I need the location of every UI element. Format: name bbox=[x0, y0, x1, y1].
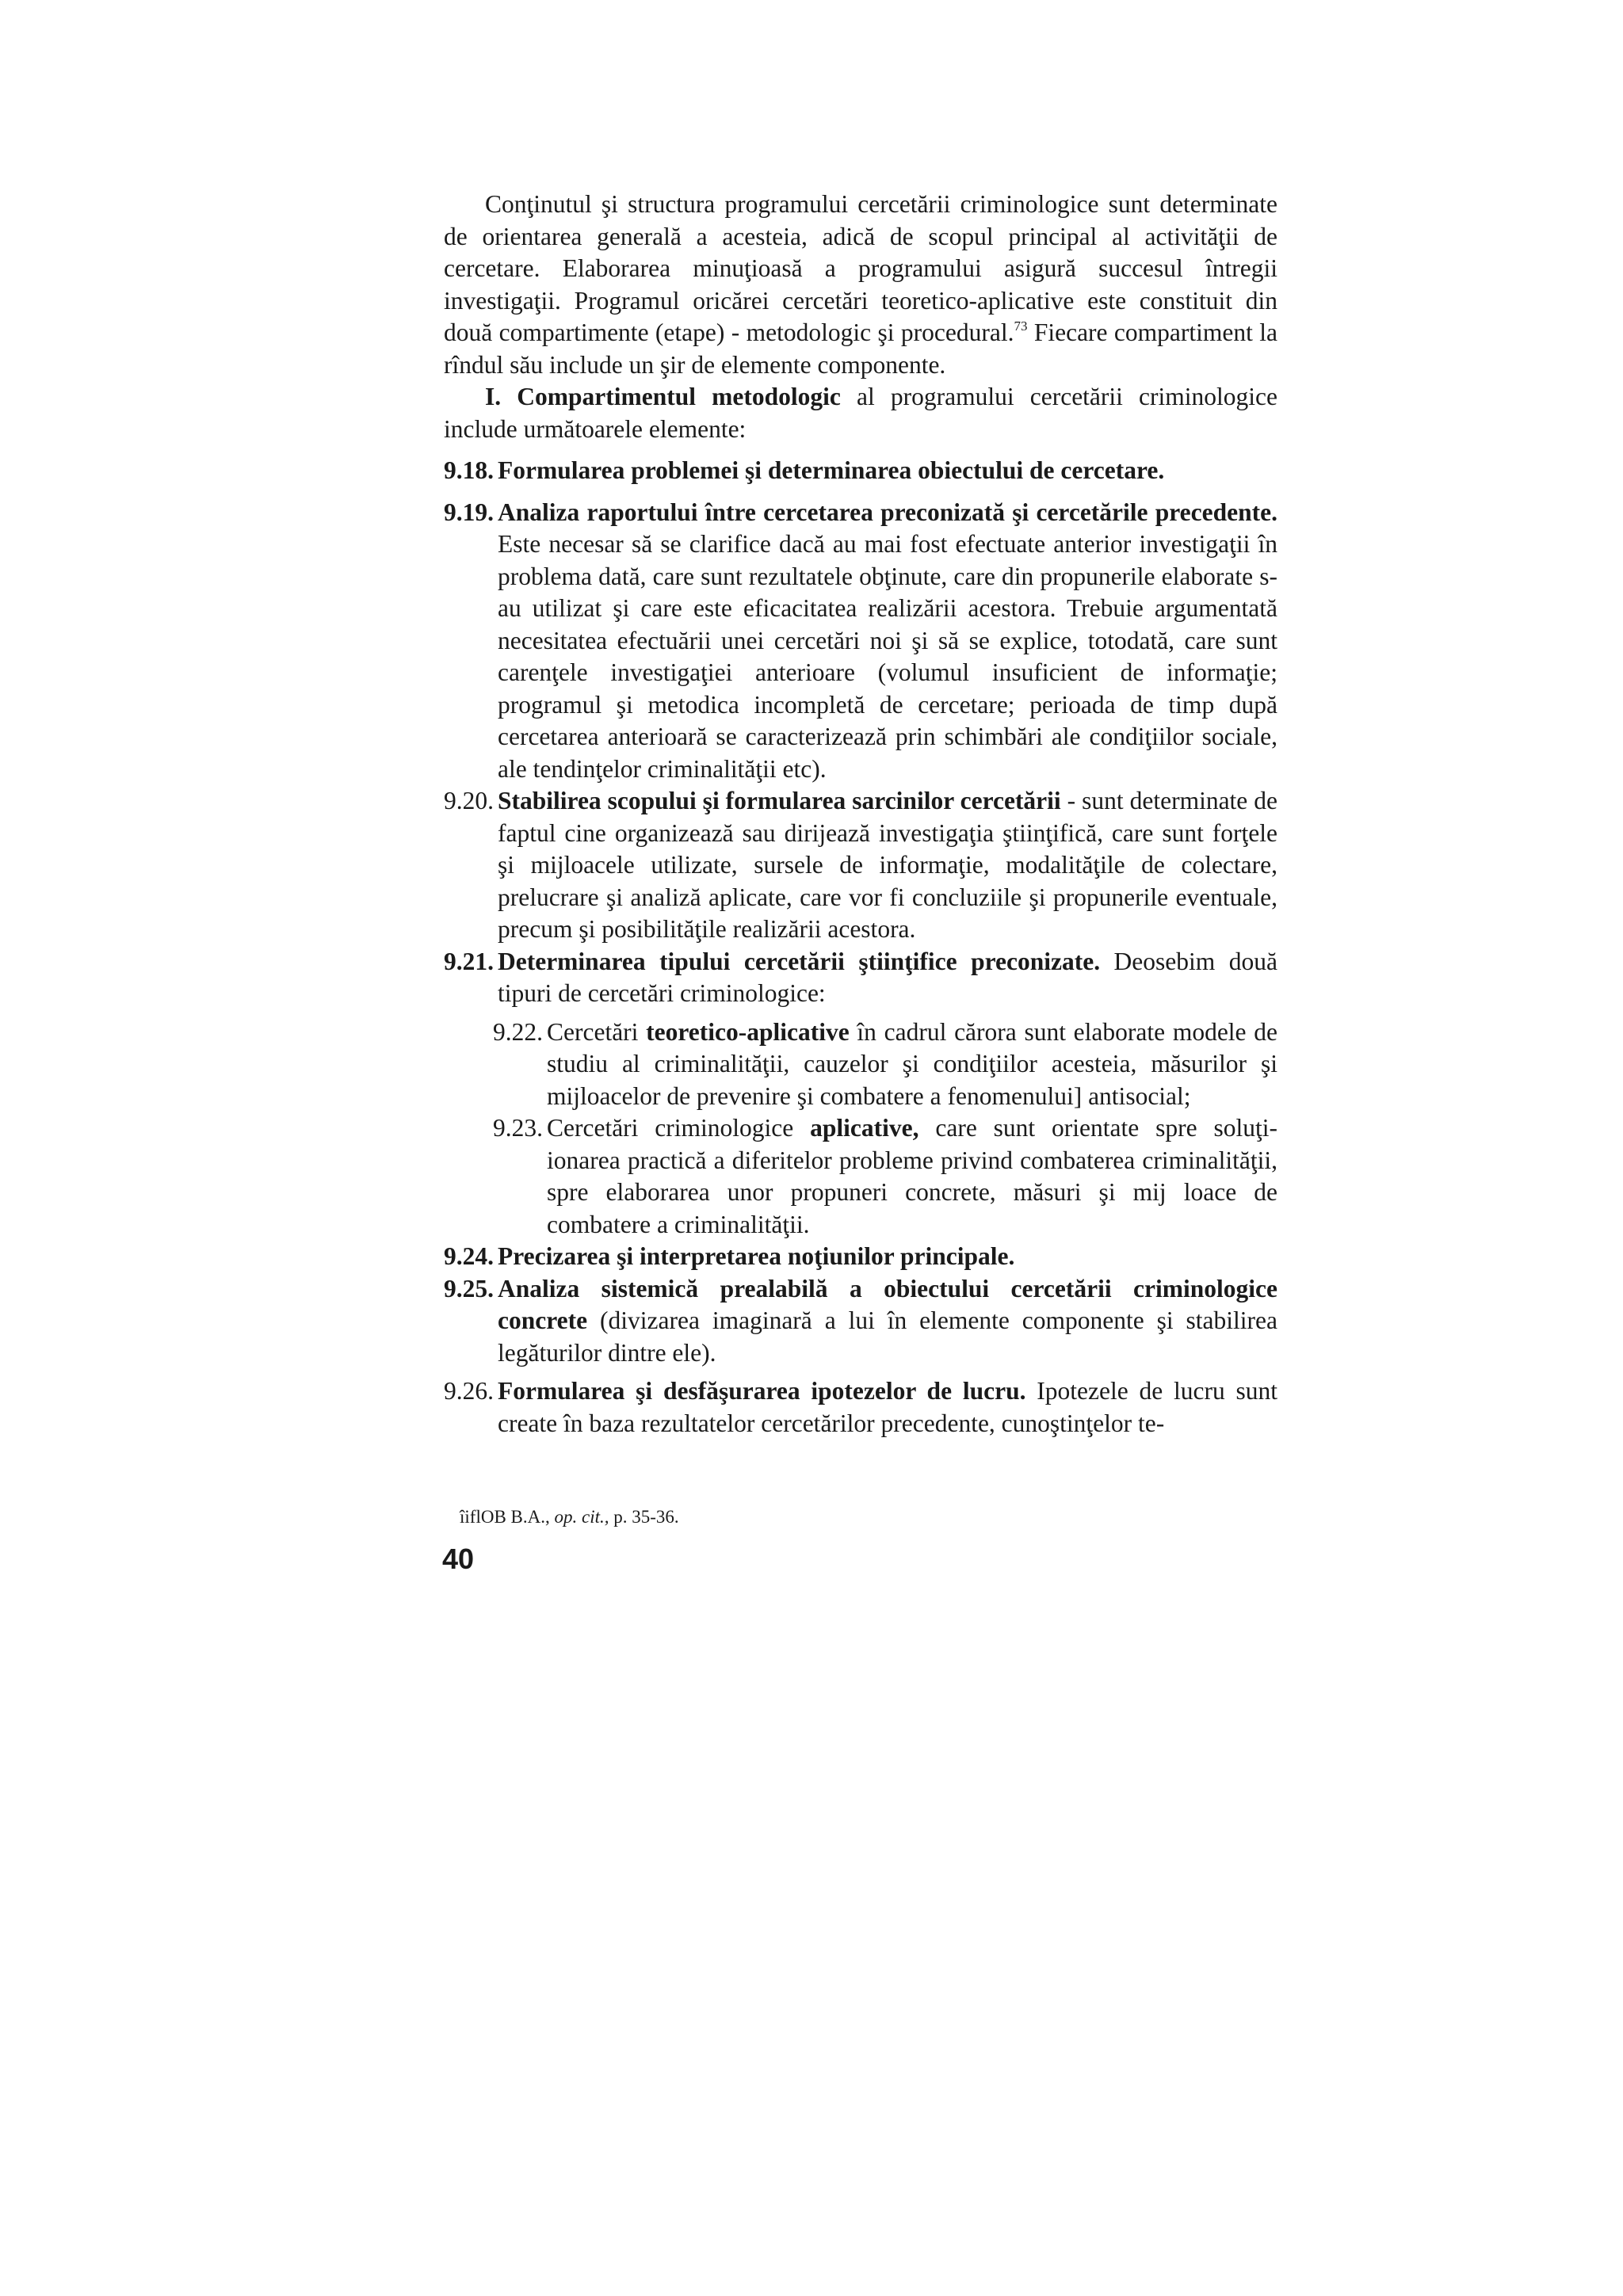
list-item-9-19 bbox=[444, 497, 1277, 786]
item-title: Stabilirea scopului şi formularea sarcinilor cercetării bbox=[498, 787, 1061, 814]
page-body bbox=[444, 189, 1277, 1440]
item-number: 9.19. bbox=[444, 498, 494, 526]
footnote bbox=[460, 1507, 679, 1527]
item-number: 9.22. bbox=[493, 1017, 543, 1046]
item-text: Deosebim două tipuri de cercetări criminologice: bbox=[498, 947, 1277, 1007]
item-text: Este necesar să se clarifice dacă au mai fost efectuate anterior investigaţii în problema dată, care sunt rezultatele obţinute, care din propunerile elaborate s-au utilizat şi care este eficacitatea realizării acestora. Trebuie argumentată necesitatea efectuării unei cercetări noi şi să se explice, totodată, care sunt carenţele investigaţiei anterioare (volumul insuficient de informaţie; programul şi metodica incompletă de cercetare; perioada de timp după cercetarea anterioară se caracterizează prin schimbări ale condiţiilor sociale, ale tendinţelor criminalităţii etc). bbox=[498, 530, 1277, 783]
footnote-reference-abbrev: op. cit., bbox=[554, 1507, 609, 1527]
section-text: al programului cercetării criminologice include următoarele elemente: bbox=[444, 383, 1277, 443]
item-number: 9.25. bbox=[444, 1274, 494, 1302]
item-number: 9.26. bbox=[444, 1377, 494, 1405]
item-title: Precizarea şi interpretarea noţiunilor principale. bbox=[498, 1242, 1015, 1270]
list-item-9-25 bbox=[444, 1273, 1277, 1370]
item-title: Formularea problemei şi determinarea obiectului de cercetare. bbox=[498, 456, 1165, 484]
item-number: 9.21. bbox=[444, 947, 494, 975]
item-text: Ipotezele de lucru sunt create în baza rezultatelor cercetărilor precedente, cunoştinţelor te- bbox=[498, 1377, 1277, 1437]
item-number: 9.20. bbox=[444, 787, 494, 814]
item-title: aplicative, bbox=[810, 1114, 919, 1142]
list-item-9-18 bbox=[444, 455, 1277, 487]
footnote-pages: p. 35-36. bbox=[609, 1507, 679, 1527]
methodology-paragraph bbox=[444, 381, 1277, 445]
list-item-9-22 bbox=[493, 1016, 1277, 1113]
item-title: Determinarea tipului cercetării ştiinţifice preconizate. bbox=[498, 947, 1101, 975]
footnote-reference[interactable]: 73 bbox=[1014, 318, 1028, 334]
item-title: Analiza raportului între cercetarea preconizată şi cercetările precedente. bbox=[498, 498, 1277, 526]
item-text-prefix: Cercetări criminologice bbox=[547, 1114, 811, 1142]
item-title: Analiza sistemică prealabilă a obiectului cercetării criminologice concrete bbox=[498, 1274, 1277, 1334]
list-item-9-24 bbox=[444, 1241, 1277, 1273]
item-number: 9.24. bbox=[444, 1242, 494, 1270]
item-text: (divizarea imaginară a lui în elemente componente şi stabilirea legăturilor dintre ele). bbox=[498, 1306, 1277, 1367]
intro-text: Conţinutul şi structura programului cercetării criminologice sunt determinate de orientarea generală a acesteia, adică de scopul principal al activităţii de cercetare. Elaborarea minuţioasă a programului asigură succesul întregii investigaţii. Programul oricărei cercetări teoretico-aplicative este constituit din două compartimente (etape) - metodologic şi procedural. bbox=[444, 190, 1277, 346]
item-text: care sunt orientate spre soluţi-ionarea practică a diferitelor probleme privind combaterea criminalităţii, spre elaborarea unor propuneri concrete, măsuri şi mij loace de combatere a criminalităţii. bbox=[547, 1114, 1277, 1238]
item-text: în cadrul cărora sunt elaborate modele de studiu al criminalităţii, cauzelor şi condiţiilor acesteia, măsurilor şi mijloacelor de prevenire şi combatere a fenomenului] antisocial; bbox=[547, 1017, 1277, 1110]
item-text-prefix: Cercetări bbox=[547, 1017, 647, 1046]
list-item-9-21 bbox=[444, 946, 1277, 1010]
item-title: teoretico-aplicative bbox=[646, 1017, 850, 1046]
footnote-author: îiflOB B.A., bbox=[460, 1507, 555, 1527]
page-number: 40 bbox=[442, 1543, 475, 1575]
list-item-9-20 bbox=[444, 785, 1277, 946]
intro-paragraph bbox=[444, 189, 1277, 381]
item-text: - sunt determinate de faptul cine organizează sau dirijează investigaţia ştiinţifică, care sunt forţele şi mijloacele utilizate, sursele de informaţie, modalităţile de colectare, prelucrare şi analiză aplicate, care vor fi concluziile şi propunerile eventuale, precum şi posibilităţile realizării acestora. bbox=[498, 787, 1277, 943]
item-number: 9.23. bbox=[493, 1114, 543, 1142]
list-item-9-23 bbox=[493, 1112, 1277, 1241]
item-title: Formularea şi desfăşurarea ipotezelor de lucru. bbox=[498, 1377, 1026, 1405]
item-number: 9.18. bbox=[444, 456, 494, 484]
list-item-9-26 bbox=[444, 1375, 1277, 1440]
intro-text-end: Fiecare compartiment la rîndul său include un şir de elemente componente. bbox=[444, 318, 1277, 379]
section-heading: I. Compartimentul metodologic bbox=[485, 383, 841, 410]
